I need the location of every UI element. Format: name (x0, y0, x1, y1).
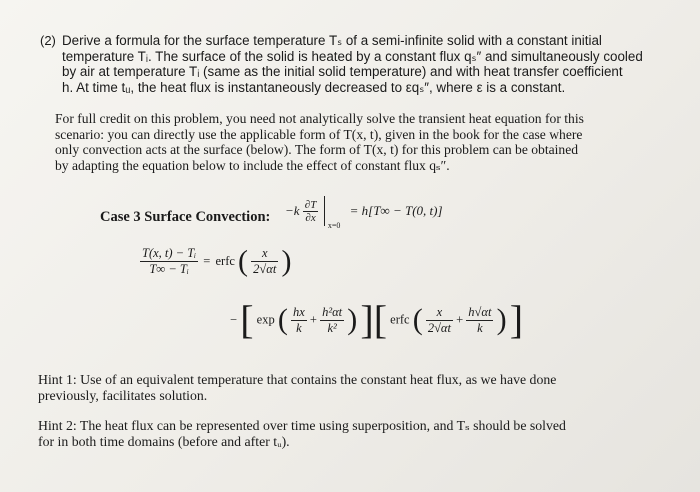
credit-line: scenario: you can directly use the applicable form of T(x, t), given in the book for the case where (55, 126, 583, 142)
evaluation-bar (324, 196, 325, 226)
problem-statement (62, 33, 662, 95)
bracket-mid: ][ (360, 297, 388, 342)
hint-line: Hint 2: The heat flux can be represented over time using superposition, and Tₛ should be solved (38, 418, 566, 433)
bracket-close: ] (509, 297, 524, 342)
plus-sign-2: + (456, 312, 464, 327)
statement-line: h. At time tᵤ, the heat flux is instantaneously decreased to εqₛ″, where ε is a constant. (62, 79, 566, 95)
erfc-paren-open: ( (412, 303, 423, 336)
temperature-ratio: $\frac{\text{T(x, t) − Tᵢ}}{\text{T∞ − Tᵢ}}$ (142, 246, 197, 276)
erfc-paren-close: ) (496, 303, 507, 336)
credit-line: For full credit on this problem, you need not analytically solve the transient heat equation for this (55, 111, 584, 126)
hint-line: Hint 1: Use of an equivalent temperature that contains the constant heat flux, as we have done (38, 372, 557, 387)
hint-line: for in both time domains (before and after tᵤ). (38, 434, 290, 449)
credit-paragraph (55, 111, 655, 173)
bc-minus-k: −k (285, 203, 300, 218)
boundary-condition (285, 196, 443, 230)
hint-line: previously, facilitates solution. (38, 388, 208, 403)
hint-1 (38, 372, 658, 404)
case-title: Case 3 Surface Convection: (100, 209, 271, 225)
hx-over-k: $\frac{hx}{k}$ (292, 304, 305, 335)
h2at-over-k2: $\frac{\text{h²αt}}{\text{k²}}$ (322, 304, 343, 335)
exp-paren-open: ( (277, 303, 288, 336)
credit-line: by adapting the equation below to include the effect of constant flux qₛ″. (55, 157, 450, 173)
problem-number: (2) (40, 33, 56, 48)
statement-line: Derive a formula for the surface temperature Tₛ of a semi-infinite solid with a constant initial (62, 33, 602, 48)
erfc-arg-2: $\frac{x}{2√\alpha t}$ (427, 304, 451, 335)
minus-sign: − (230, 312, 238, 327)
plus-sign: + (309, 312, 317, 327)
bracket-open: [ (240, 297, 254, 342)
equals-sign: = (203, 254, 211, 268)
paren-close: ) (281, 244, 292, 278)
solution-line-1 (140, 246, 291, 277)
hint-2 (38, 418, 658, 450)
erfc-term: erfc (215, 254, 235, 268)
hsqrt-over-k: $\frac{h√\alpha t}{k}$ (468, 304, 492, 335)
erfc-argument: $\frac{x}{2√\alpha t}$ (253, 246, 277, 276)
statement-line: by air at temperature Tᵢ (same as the initial solid temperature) and with heat transfer coefficient (62, 64, 623, 80)
credit-line: only convection acts at the surface (below). The form of T(x, t) for this problem can be obtained (55, 142, 579, 158)
exp-paren-close: ) (347, 303, 358, 336)
solution-line-2 (230, 297, 524, 342)
exp-term: exp (256, 312, 275, 327)
statement-line: temperature Tᵢ. The surface of the solid is heated by a constant flux qₛ″ and simultaneously cooled (62, 48, 643, 64)
bc-subscript: x=0 (327, 220, 341, 230)
erfc-term-2: erfc (390, 312, 410, 327)
bc-rhs: = h[T∞ − T(0, t)] (349, 203, 443, 218)
paren-open: ( (238, 244, 249, 278)
bc-derivative: $\frac{\partial T}{\partial x}$ (304, 198, 317, 224)
